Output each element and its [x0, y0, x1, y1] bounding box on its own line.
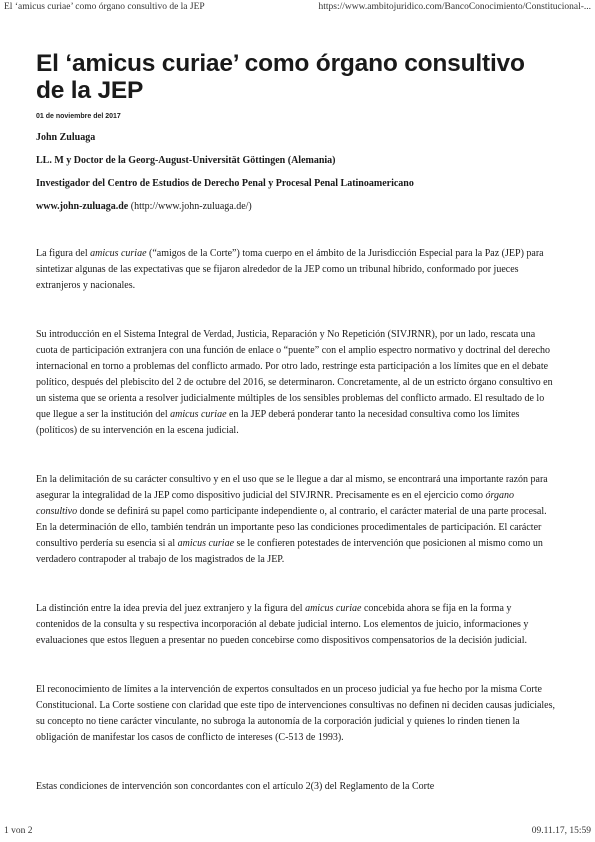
- paragraph-italic-term: órgano consultivo: [36, 490, 515, 517]
- author-website[interactable]: [36, 201, 556, 213]
- article-title: El ‘amicus curiae’ como órgano consultivo de la JEP: [36, 50, 525, 104]
- author-website-url: (http://www.john-zuluaga.de/): [128, 201, 252, 212]
- body-paragraph-2: [36, 327, 556, 439]
- print-timestamp: 09.11.17, 15:59: [531, 826, 591, 836]
- paragraph-text: concebida ahora se fija en la forma y contenidos de la consulta y su respectiva incorporación al debate judicial interno. Los elementos de juicio, informaciones y evaluaciones que estos lleguen a presentar no pueden concebirse como dispositivos compensatorios de la decisión judicial.: [36, 603, 529, 646]
- paragraph-text: en la JEP deberá ponderar tanto la necesidad consultiva como los límites (políticos) de su intervención en la escena judicial.: [36, 409, 520, 436]
- article: [36, 50, 556, 795]
- paragraph-text: Estas condiciones de intervención son concordantes con el artículo 2(3) del Reglamento de la Corte: [36, 781, 435, 792]
- author-name: John Zuluaga: [36, 132, 96, 143]
- page-count: 1 von 2: [4, 826, 33, 836]
- paragraph-text: La distinción entre la idea previa del juez extranjero y la figura del: [36, 603, 306, 614]
- body-paragraph-6: [36, 779, 556, 795]
- paragraph-italic-term: amicus curiae: [177, 538, 235, 549]
- body-paragraph-1: [36, 246, 556, 294]
- author-website-link[interactable]: www.john-zuluaga.de: [36, 201, 129, 212]
- print-page-title: El ‘amicus curiae’ como órgano consultivo de la JEP: [4, 2, 205, 12]
- author-credential-affiliation: Investigador del Centro de Estudios de Derecho Penal y Procesal Penal Latinoamericano: [36, 178, 414, 189]
- body-paragraph-5: [36, 682, 556, 746]
- paragraph-italic-term: amicus curiae: [305, 603, 362, 614]
- paragraph-text: El reconocimiento de límites a la intervención de expertos consultados en un proceso judicial ya fue hecho por la misma Corte Constitucional. La Corte sostiene con claridad que este tipo de intervenciones consultivas no definen ni deciden causas judiciales, su concepto no tiene carácter vinculante, no subroga la autonomía de la corporación judicial y quienes lo rinden tienen la obligación de manifestar los casos de conflicto de intereses (C-513 de 1993).: [36, 684, 556, 743]
- paragraph-italic-term: amicus curiae: [90, 248, 147, 259]
- paragraph-text: En la delimitación de su carácter consultivo y en el uso que se le llegue a dar al mismo, se encontrará una importante razón para asegurar la integralidad de la JEP como dispositivo judicial del SIVJRNR. Precisamente es en el ejercicio como: [36, 474, 548, 501]
- paragraph-text: La figura del: [36, 248, 91, 259]
- author-credential-degree: LL. M y Doctor de la Georg-August-Universität Göttingen (Alemania): [36, 155, 336, 166]
- paragraph-text: se le confieren potestades de intervención que posicionen al mismo como un verdadero contrapoder al trabajo de los magistrados de la JEP.: [36, 538, 543, 565]
- paragraph-text: donde se definirá su papel como participante independiente o, al contrario, el carácter material de una parte procesal. En la determinación de ello, también tendrán un importante peso las condiciones procedimentales de participación. El carácter consultivo perdería su esencia si al: [36, 506, 547, 549]
- paragraph-text: Su introducción en el Sistema Integral de Verdad, Justicia, Reparación y No Repetición (SIVJRNR), por un lado, rescata una cuota de participación extranjera con una función de enlace o “puente” con el amplio espectro normativo y doctrinal del derecho internacional en torno a problemas del conflicto armado. Por otro lado, restringe esta participación a los límites que en el debate político, después del plebiscito del 2 de octubre del 2016, se determinaron. Concretamente, al de un estricto órgano consultivo en un sistema que se orienta a resolver judicialmente múltiples de los sensibles problemas del conflicto armado. El resultado de lo que llegue a ser la institución del: [36, 329, 553, 420]
- paragraph-text: (“amigos de la Corte”) toma cuerpo en el ámbito de la Jurisdicción Especial para la Paz (JEP) para sintetizar algunas de las expectativas que se fijaron alrededor de la JEP como un tribunal híbrido, conformado por jueces extranjeros y nacionales.: [36, 248, 544, 291]
- print-url: https://www.ambitojuridico.com/BancoConocimiento/Constitucional-...: [318, 2, 591, 12]
- body-paragraph-3: [36, 472, 556, 568]
- paragraph-italic-term: amicus curiae: [170, 409, 227, 420]
- article-date: 01 de noviembre del 2017: [36, 113, 121, 120]
- body-paragraph-4: [36, 601, 556, 649]
